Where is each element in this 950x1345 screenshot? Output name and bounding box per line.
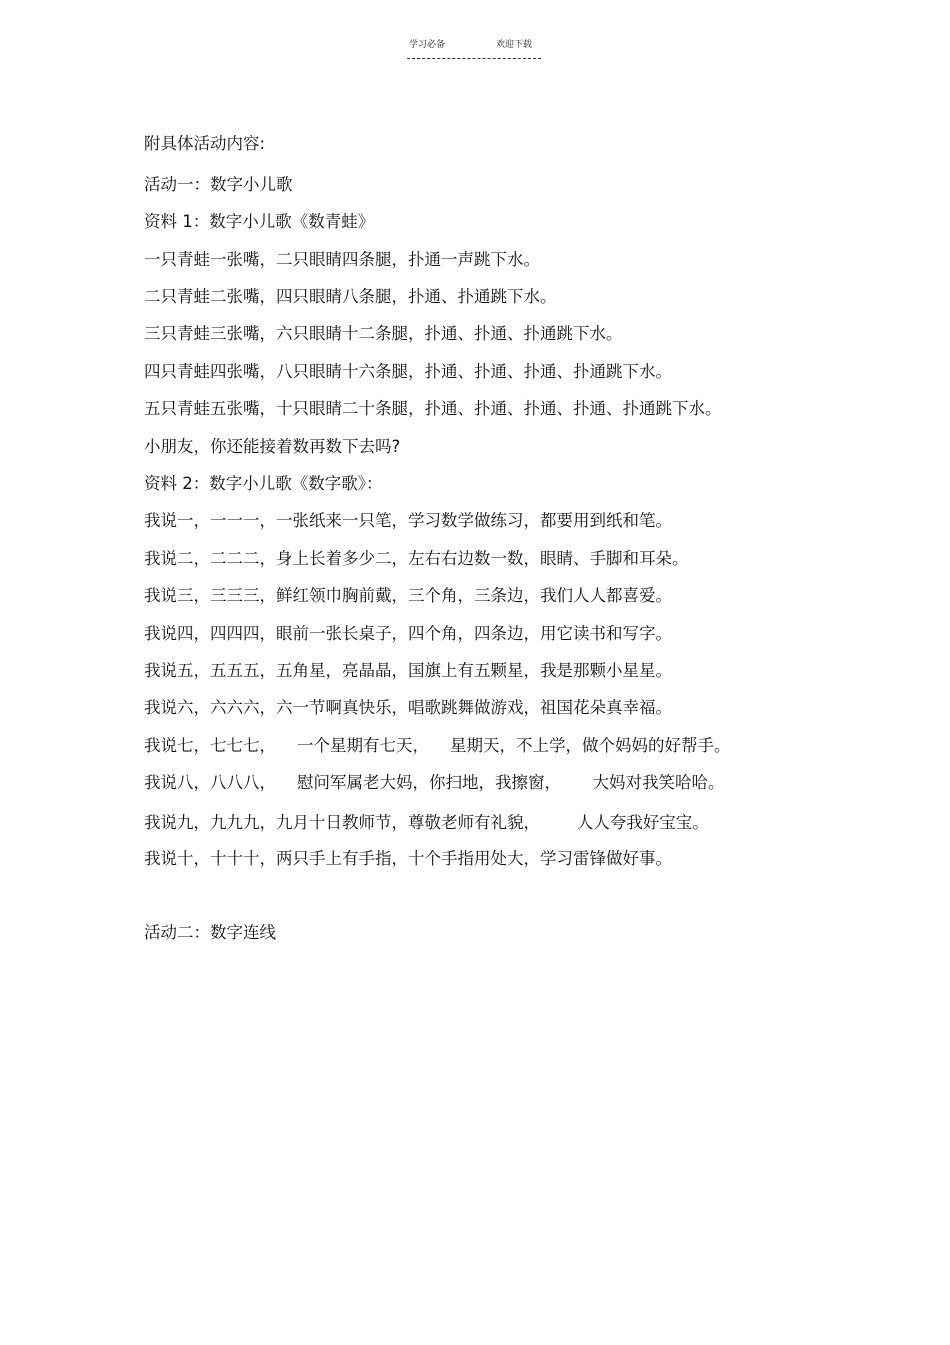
header-left-text: 学习必备 [409,40,446,50]
text-line: 五只青蛙五张嘴，十只眼睛二十条腿，扑通、扑通、扑通、扑通、扑通跳下水。 [144,399,722,418]
material-two-heading: 资料 2：数字小儿歌《数字歌》： [144,474,383,493]
text-line: 我说一，一一一，一张纸来一只笔，学习数学做练习，都要用到纸和笔。 [144,511,672,530]
section-intro-heading: 附具体活动内容: [144,134,266,153]
text-line: 我说八，八八八， 慰问军属老大妈，你扫地，我擦窗， 大妈对我笑哈哈。 [144,773,725,792]
activity-two-heading: 活动二：数字连线 [144,923,276,942]
text-line: 四只青蛙四张嘴，八只眼睛十六条腿，扑通、扑通、扑通、扑通跳下水。 [144,362,672,381]
text-line: 我说六，六六六，六一节啊真快乐，唱歌跳舞做游戏，祖国花朵真幸福。 [144,698,672,717]
text-line: 三只青蛙三张嘴，六只眼睛十二条腿，扑通、扑通、扑通跳下水。 [144,324,623,343]
text-line: 二只青蛙二张嘴，四只眼睛八条腿，扑通、扑通跳下水。 [144,287,557,306]
text-line: 我说二，二二二，身上长着多少二，左右右边数一数，眼睛、手脚和耳朵。 [144,549,689,568]
page-header [407,38,541,59]
text-line: 我说七，七七七， 一个星期有七天， 星期天，不上学，做个妈妈的好帮手。 [144,736,731,755]
text-line: 我说十，十十十，两只手上有手指，十个手指用处大，学习雷锋做好事。 [144,849,672,868]
header-right-text: 欢迎下载 [496,40,533,50]
material-one-heading: 资料 1：数字小儿歌《数青蛙》 [144,212,375,231]
text-line: 一只青蛙一张嘴，二只眼睛四条腿，扑通一声跳下水。 [144,250,540,269]
text-line: 我说四，四四四，眼前一张长桌子，四个角，四条边，用它读书和写字。 [144,624,672,643]
text-line: 小朋友，你还能接着数再数下去吗? [144,437,401,456]
text-line: 我说三，三三三，鲜红领巾胸前戴，三个角，三条边，我们人人都喜爱。 [144,586,672,605]
activity-one-heading: 活动一：数字小儿歌 [144,175,293,194]
text-line: 我说五，五五五，五角星，亮晶晶，国旗上有五颗星，我是那颗小星星。 [144,661,672,680]
text-line: 我说九，九九九，九月十日教师节，尊敬老师有礼貌， 人人夸我好宝宝。 [144,813,709,832]
